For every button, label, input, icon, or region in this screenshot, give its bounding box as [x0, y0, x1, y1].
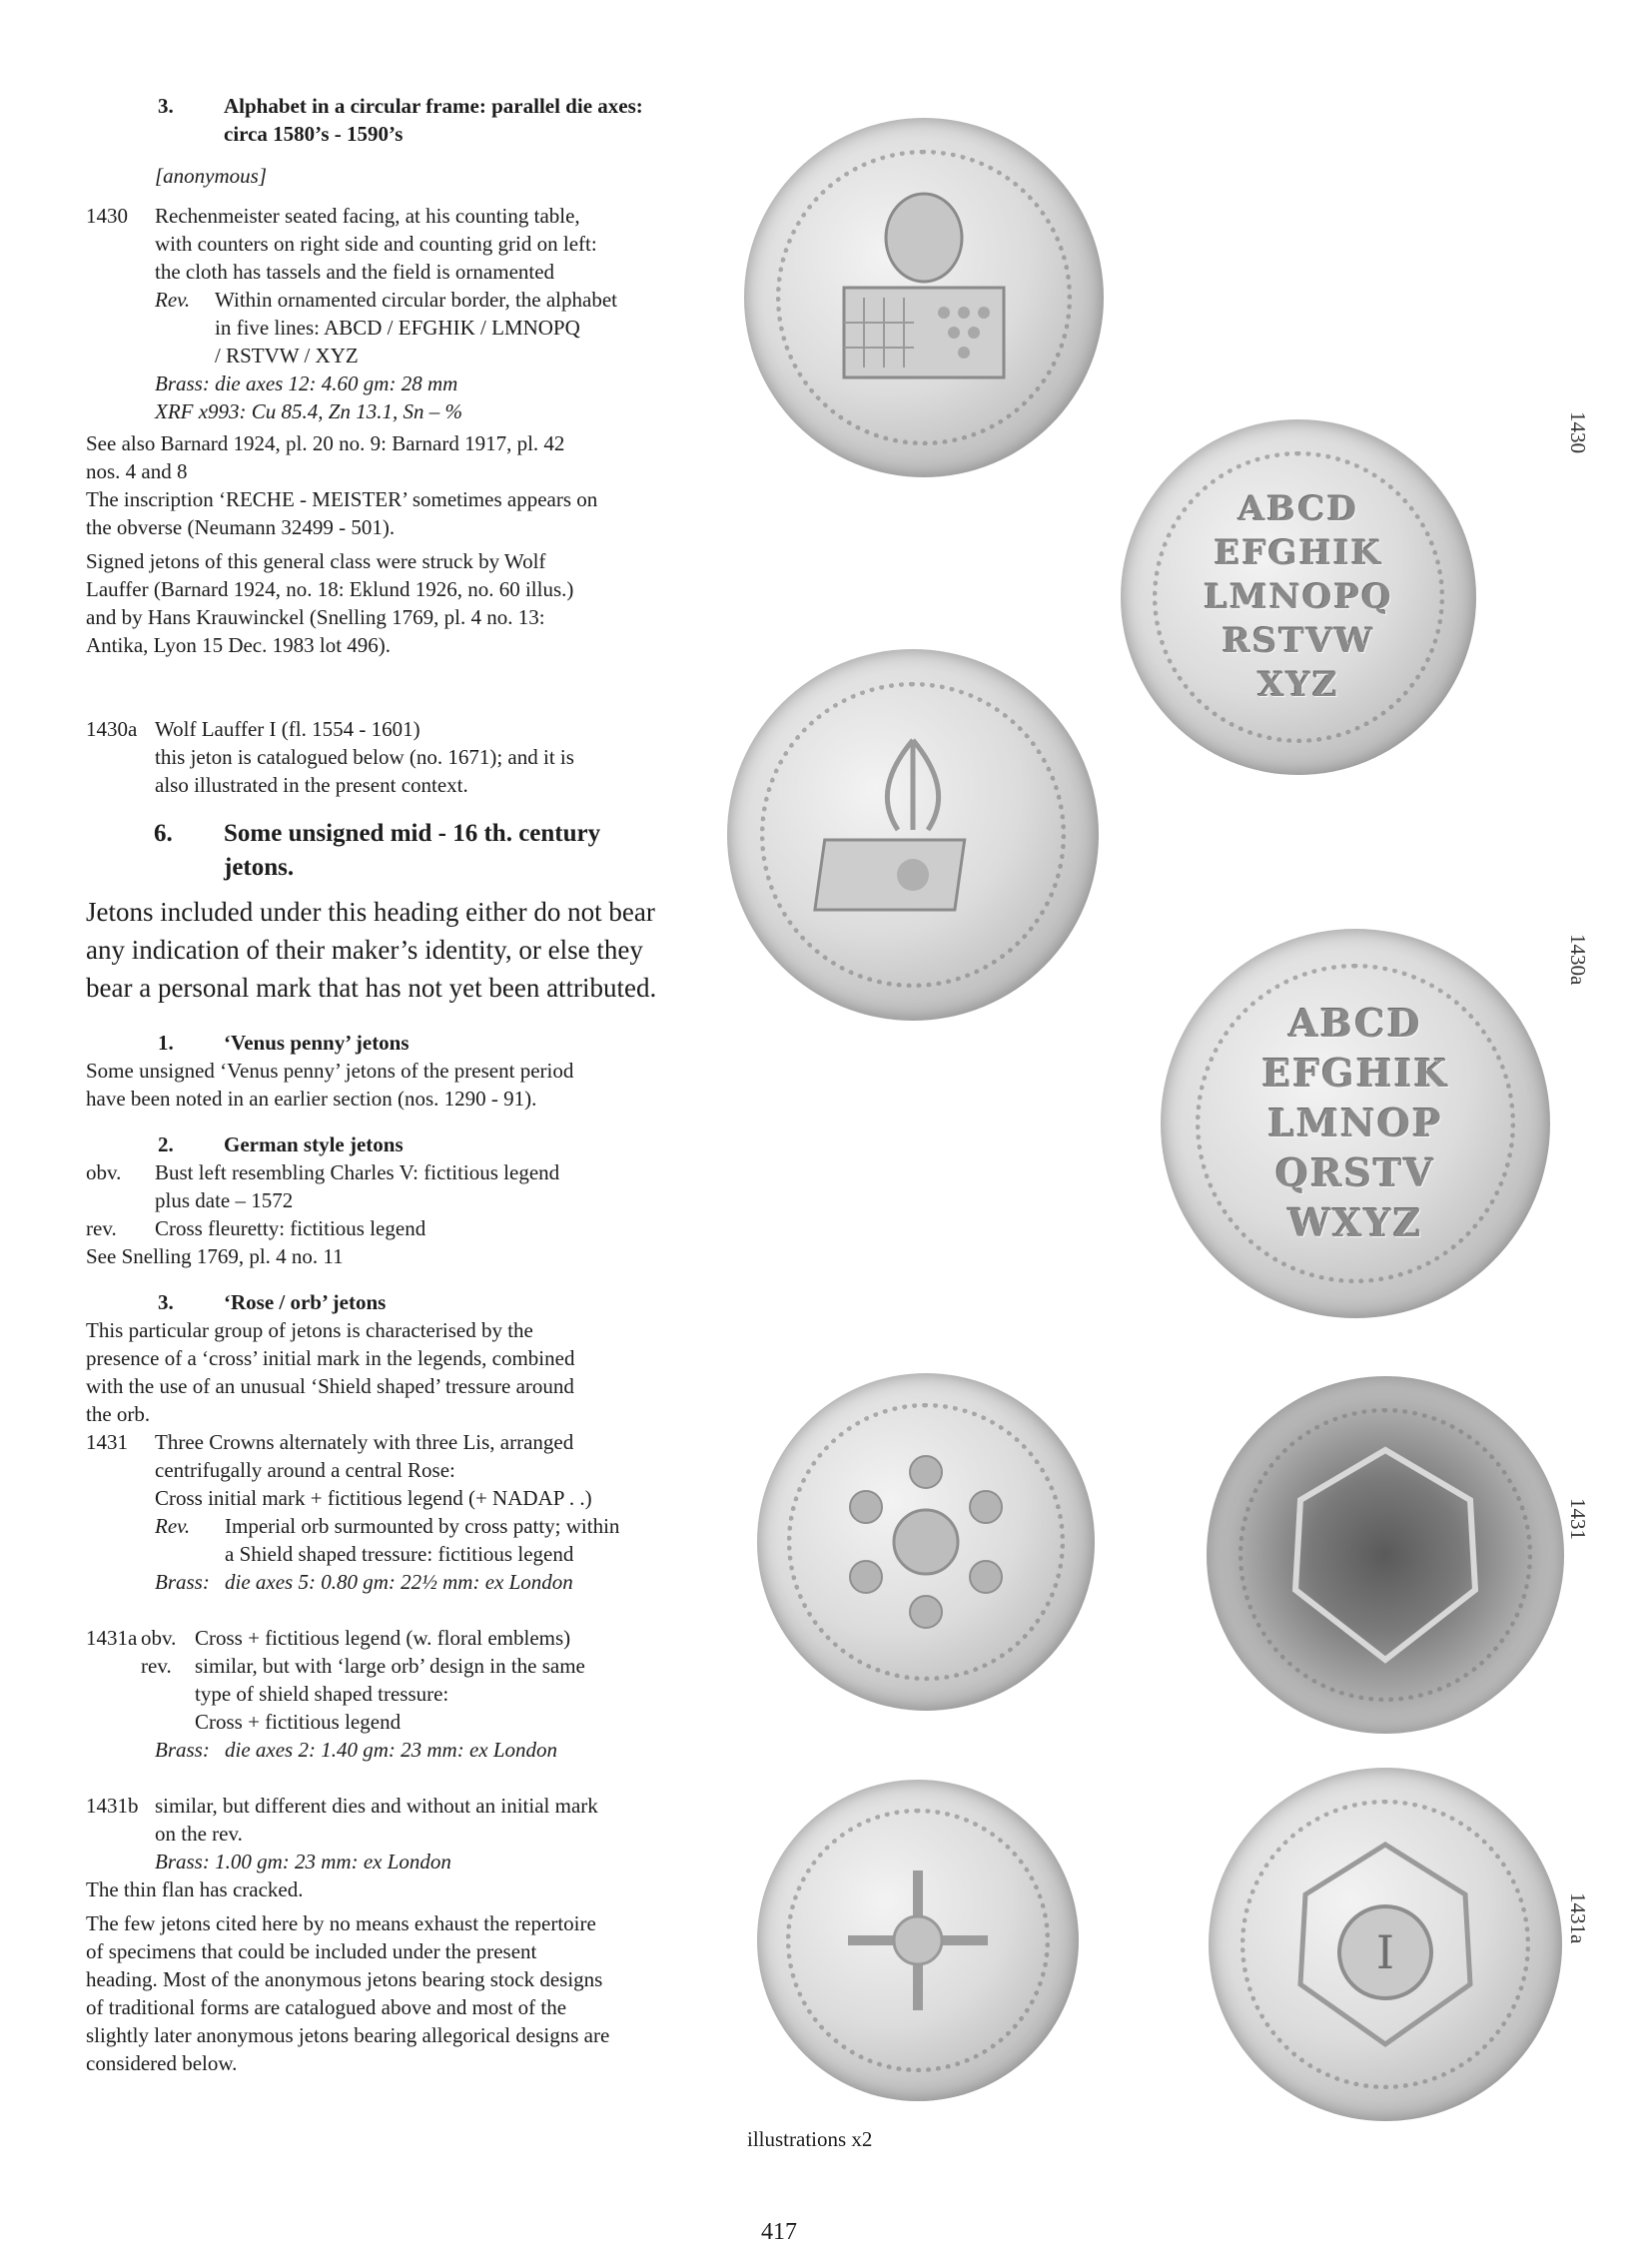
- coin-alphabet-line: LMNOP: [1267, 1101, 1443, 1145]
- entry-text: similar, but different dies and without an initial mark on the rev. Brass: 1.00 gm: 23 mm: ex London: [155, 1792, 701, 1875]
- entry-number: 1430a: [86, 717, 138, 741]
- section-number: 6.: [154, 820, 173, 847]
- entry-number: 1431b: [86, 1794, 139, 1818]
- section-heading-alphabet: [86, 92, 701, 148]
- coin-alphabet-line: ABCD: [1288, 1001, 1422, 1046]
- see-also-note: See also Barnard 1924, pl. 20 no. 9: Barnard 1917, pl. 42 nos. 4 and 8: [86, 431, 565, 483]
- figure-with-plumes-icon: [788, 710, 1038, 960]
- maker-anonymous: [anonymous]: [155, 164, 268, 188]
- page-number: 417: [761, 2219, 797, 2245]
- german-reverse: rev. Cross fleuretty: fictitious legend: [86, 1216, 426, 1240]
- subsection-heading-venus: 1. ‘Venus penny’ jetons: [158, 1031, 410, 1055]
- entry-number: 1431: [86, 1430, 128, 1454]
- signed-jetons-note: Signed jetons of this general class were struck by Wolf Lauffer (Barnard 1924, no. 18: Eklund 1926, no. 60 illus.) and by Hans Krauwinckel (Snelling 1769, pl. 4 no. 13: Antika, Lyon 15 Dec. 1983 lot 496).: [86, 549, 574, 657]
- coin-alphabet-line: WXYZ: [1287, 1200, 1423, 1245]
- text-column: [86, 92, 701, 2077]
- venus-note: Some unsigned ‘Venus penny’ jetons of the present period have been noted in an earlier section (nos. 1290 - 91).: [86, 1059, 574, 1111]
- coin-1431a-reverse: [1209, 1768, 1562, 2121]
- brass-spec: Brass: die axes 12: 4.60 gm: 28 mm: [155, 372, 458, 395]
- crowns-and-lis-icon: [816, 1432, 1036, 1652]
- entry-1430: [86, 202, 701, 425]
- section-number: 3.: [158, 94, 174, 118]
- entry-1431: [86, 1428, 701, 1596]
- entry-text: obv. Cross + fictitious legend (w. floral emblems) rev. similar, but with ‘large orb’ design in the same type of shield shaped tressure: Cross + fictitious legend Brass: die axes 2: 1.40 gm: 23 mm: ex London: [141, 1626, 585, 1762]
- coin-1430a-reverse: [1161, 929, 1550, 1318]
- section-6-intro: Jetons included under this heading either do not bear any indication of their maker’s identity, or else they bear a personal mark that has not yet been attributed.: [86, 897, 657, 1003]
- plate-label-1431: 1431: [1566, 1498, 1590, 1540]
- coin-alphabet-line: EFGHIK: [1261, 1051, 1449, 1096]
- rose-orb-intro: This particular group of jetons is characterised by the presence of a ‘cross’ initial mark in the legends, combined with the use of an unusual ‘Shield shaped’ tressure around the orb.: [86, 1318, 575, 1426]
- coin-1431-obverse: [757, 1373, 1095, 1711]
- entry-number: 1431a: [86, 1626, 138, 1650]
- plate-label-1431a: 1431a: [1566, 1892, 1590, 1944]
- section-title: Some unsigned mid - 16 th. century jetons.: [224, 820, 601, 881]
- entry-1430a: [86, 715, 701, 799]
- brass-spec: die axes 2: 1.40 gm: 23 mm: ex London: [225, 1738, 558, 1762]
- illustrations-caption: illustrations x2: [747, 2127, 873, 2151]
- entry-1431b: [86, 1792, 701, 1875]
- brass-spec: Brass: 1.00 gm: 23 mm: ex London: [155, 1850, 451, 1873]
- coin-1430-obverse: [744, 118, 1104, 477]
- coin-centre-letter: I: [1375, 1925, 1395, 1979]
- inscription-note: The inscription ‘RECHE - MEISTER’ sometimes appears on the obverse (Neumann 32499 - 501).: [86, 487, 598, 539]
- coin-1430-reverse: [1121, 419, 1476, 775]
- coin-1431-reverse: [1207, 1376, 1564, 1734]
- subsection-heading-rose-orb: 3. ‘Rose / orb’ jetons: [158, 1290, 387, 1314]
- entry-text: Three Crowns alternately with three Lis, arranged centrifugally around a central Rose: Cross initial mark + fictitious legend (+ NADAP . .) Rev. Imperial orb surmounted by cross patty; within a Shield shaped tressure: fictitious legend Brass: die axes 5: 0.80 gm: 22½ mm: ex London: [155, 1430, 620, 1594]
- coin-alphabet-line: LMNOPQ: [1204, 577, 1393, 617]
- brass-spec: die axes 5: 0.80 gm: 22½ mm: ex London: [225, 1570, 573, 1594]
- coin-alphabet-line: QRSTV: [1275, 1150, 1435, 1195]
- german-see-note: See Snelling 1769, pl. 4 no. 11: [86, 1244, 344, 1268]
- plate-label-1430a: 1430a: [1566, 934, 1590, 986]
- plate-label-1430: 1430: [1566, 411, 1590, 453]
- coin-alphabet-line: RSTVW: [1222, 621, 1375, 661]
- coin-alphabet-line: XYZ: [1257, 665, 1339, 705]
- orb-shield-icon: [1275, 1835, 1495, 2054]
- entry-text: Rechenmeister seated facing, at his counting table, with counters on right side and counting grid on left: the cloth has tassels and the field is ornamented Rev. Within ornamented circular border, the alphabet in five lines: ABCD / EFGHIK / LMNOPQ / RSTVW / XYZ Brass: die axes 12: 4.60 gm: 28 mm XRF x993: Cu 85.4, Zn 13.1, Sn – %: [155, 202, 701, 425]
- cross-emblem-icon: [818, 1841, 1018, 2040]
- coin-1430a-obverse: [727, 649, 1099, 1021]
- section-title: Alphabet in a circular frame: parallel die axes: circa 1580’s - 1590’s: [224, 94, 643, 146]
- german-obverse: obv. Bust left resembling Charles V: fictitious legend plus date – 1572: [86, 1160, 560, 1212]
- entry-number: 1430: [86, 204, 128, 228]
- entry-text: Wolf Lauffer I (fl. 1554 - 1601) this jeton is catalogued below (no. 1671); and it is also illustrated in the present context.: [155, 717, 574, 797]
- closing-paragraph: The few jetons cited here by no means exhaust the repertoire of specimens that could be included under the present heading. Most of the anonymous jetons bearing stock designs of traditional forms are catalogued above and most of the slightly later anonymous jetons bearing allegorical designs are considered below.: [86, 1911, 610, 2075]
- coin-alphabet-line: ABCD: [1238, 489, 1359, 529]
- shield-tressure-icon: [1270, 1440, 1500, 1670]
- coin-1431a-obverse: [757, 1780, 1079, 2101]
- xrf-analysis: XRF x993: Cu 85.4, Zn 13.1, Sn – %: [155, 399, 462, 423]
- entry-1431a: [86, 1624, 701, 1764]
- coin-alphabet-text: [1204, 487, 1392, 707]
- coin-alphabet-text: [1261, 999, 1448, 1248]
- subsection-heading-german: 2. German style jetons: [158, 1132, 404, 1156]
- coin-alphabet-line: EFGHIK: [1214, 533, 1383, 573]
- rev-label: Rev.: [155, 288, 191, 312]
- rechenmeister-figure-icon: [804, 178, 1044, 417]
- cracked-note: The thin flan has cracked.: [86, 1877, 304, 1901]
- section-heading-6: [86, 817, 701, 885]
